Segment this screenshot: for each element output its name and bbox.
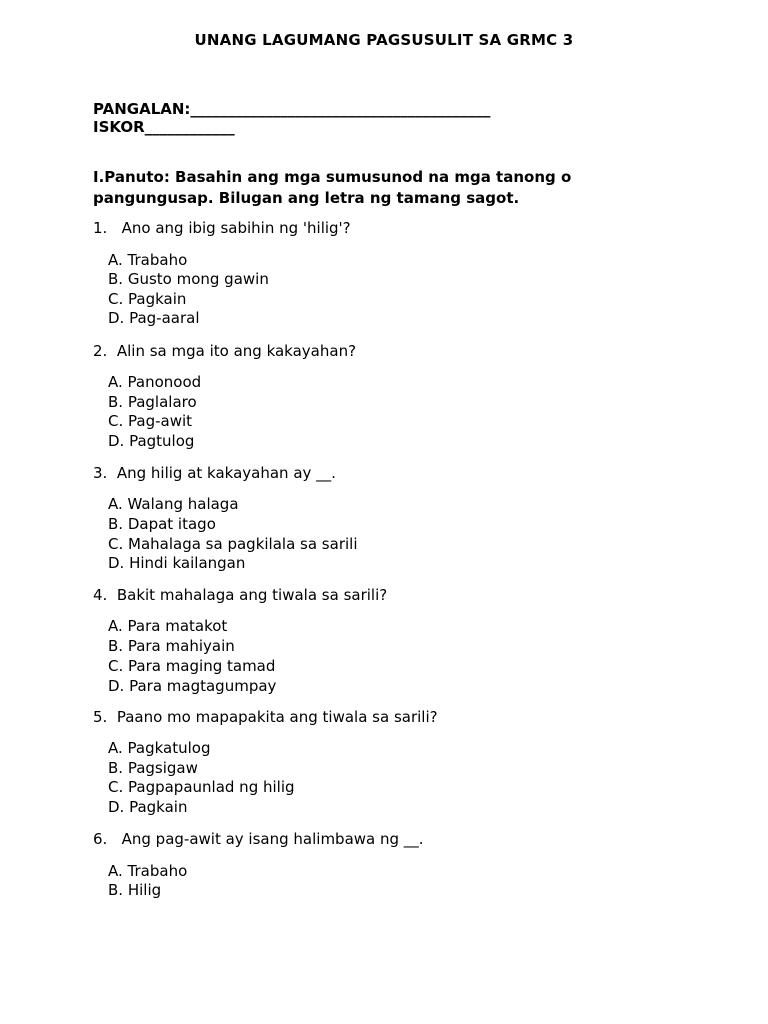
question-2-choice-a: A. Panonood (108, 373, 202, 391)
name-field-label: PANGALAN:________________________________________ (93, 100, 491, 118)
question-2-choice-c: C. Pag-awit (108, 412, 193, 430)
question-5: 5. Paano mo mapapakita ang tiwala sa sarili? (93, 708, 438, 726)
question-4: 4. Bakit mahalaga ang tiwala sa sarili? (93, 586, 388, 604)
question-1: 1. Ano ang ibig sabihin ng 'hilig'? (93, 219, 351, 237)
question-6-choice-a: A. Trabaho (108, 862, 188, 880)
question-1-choice-a: A. Trabaho (108, 251, 188, 269)
question-3-choice-c: C. Mahalaga sa pagkilala sa sarili (108, 535, 358, 553)
question-5-choice-b: B. Pagsigaw (108, 759, 198, 777)
question-4-choice-a: A. Para matakot (108, 617, 228, 635)
question-3: 3. Ang hilig at kakayahan ay __. (93, 464, 336, 482)
question-5-choice-a: A. Pagkatulog (108, 739, 211, 757)
question-4-choice-b: B. Para mahiyain (108, 637, 235, 655)
question-1-choice-b: B. Gusto mong gawin (108, 270, 269, 288)
question-2: 2. Alin sa mga ito ang kakayahan? (93, 342, 357, 360)
score-field-label: ISKOR____________ (93, 118, 235, 136)
question-6-choice-b: B. Hilig (108, 881, 162, 899)
question-5-choice-c: C. Pagpapaunlad ng hilig (108, 778, 295, 796)
question-4-choice-c: C. Para maging tamad (108, 657, 276, 675)
question-3-choice-a: A. Walang halaga (108, 495, 239, 513)
question-1-choice-d: D. Pag-aaral (108, 309, 200, 327)
question-3-choice-b: B. Dapat itago (108, 515, 216, 533)
question-4-choice-d: D. Para magtagumpay (108, 677, 277, 695)
instructions-text: I.Panuto: Basahin ang mga sumusunod na mga tanong o pangungusap. Bilugan ang letra ng tamang sagot. (93, 168, 572, 207)
question-2-choice-d: D. Pagtulog (108, 432, 195, 450)
question-6: 6. Ang pag-awit ay isang halimbawa ng __. (93, 830, 424, 848)
question-3-choice-d: D. Hindi kailangan (108, 554, 246, 572)
question-1-choice-c: C. Pagkain (108, 290, 187, 308)
question-2-choice-b: B. Paglalaro (108, 393, 197, 411)
document-title: UNANG LAGUMANG PAGSUSULIT SA GRMC 3 (194, 31, 574, 49)
question-5-choice-d: D. Pagkain (108, 798, 188, 816)
